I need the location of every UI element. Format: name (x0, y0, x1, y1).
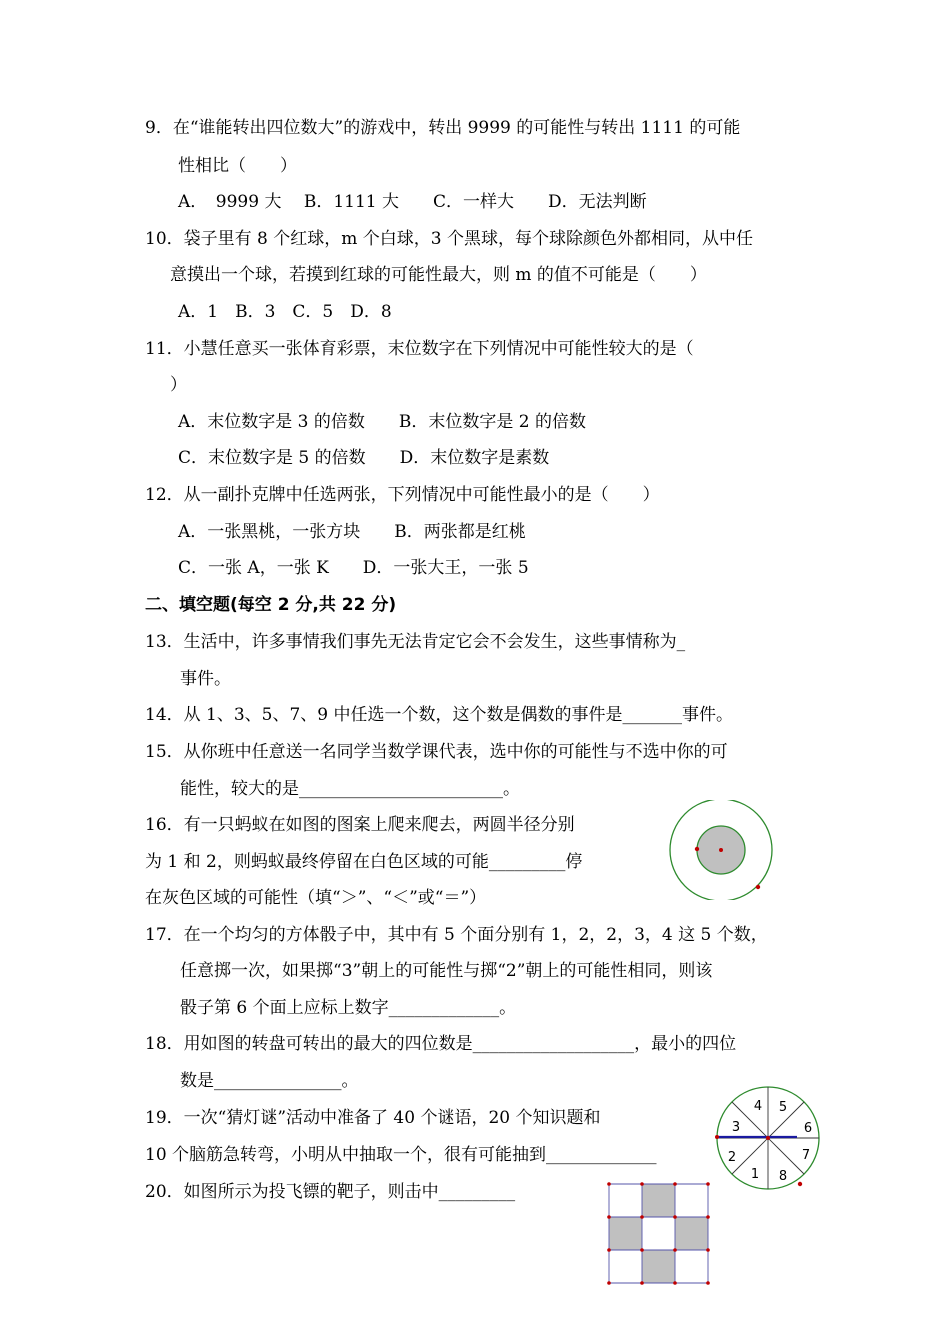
q10-options: A．1 B．3 C．5 D．8 (178, 302, 392, 322)
spinner-figure (712, 1085, 826, 1193)
q14-line1: 14．从 1、3、5、7、9 中任选一个数，这个数是偶数的事件是_______事件。 (145, 705, 734, 725)
q13-line1: 13．生活中，许多事情我们事先无法肯定它会不会发生，这些事情称为_ (145, 632, 686, 652)
q18-line1: 18．用如图的转盘可转出的最大的四位数是___________________，最小的四位 (145, 1034, 737, 1054)
q11-line1: 11．小慧任意买一张体育彩票，末位数字在下列情况中可能性较大的是（ (145, 339, 694, 359)
q19-line1: 19．一次“猜灯谜”活动中准备了 40 个谜语，20 个知识题和 (145, 1108, 601, 1128)
dartboard-grid-figure (604, 1179, 716, 1287)
gray-squares (609, 1184, 708, 1283)
spinner-center (766, 1136, 770, 1140)
q13-line2: 事件。 (180, 669, 231, 689)
q9-options: A． 9999 大 B．1111 大 C．一样大 D．无法判断 (178, 192, 647, 212)
q12-options2: C．一张 A，一张 K D．一张大王，一张 5 (178, 558, 529, 578)
spinner-label: 1 (750, 1167, 760, 1182)
spinner-label: 8 (778, 1169, 788, 1184)
q16-line2: 为 1 和 2，则蚂蚁最终停留在白色区域的可能_________停 (145, 852, 583, 872)
section-heading: 二、填空题(每空 2 分,共 22 分) (145, 595, 397, 615)
q9-line2: 性相比（ ） (178, 156, 297, 176)
q16-line1: 16．有一只蚂蚁在如图的图案上爬来爬去，两圆半径分别 (145, 815, 575, 835)
spinner-label: 3 (731, 1120, 741, 1135)
outer-edge-point (756, 885, 760, 889)
spinner-left-point (715, 1135, 719, 1139)
q17-line3: 骰子第 6 个面上应标上数字_____________。 (180, 998, 517, 1018)
spinner-label: 4 (753, 1099, 763, 1114)
q16-line3: 在灰色区域的可能性（填“＞”、“＜”或“＝”） (145, 888, 487, 908)
spinner-label: 2 (727, 1150, 737, 1165)
q17-line2: 任意掷一次，如果掷“3”朝上的可能性与掷“2”朝上的可能性相同，则该 (180, 961, 713, 981)
spinner-label: 7 (801, 1148, 811, 1163)
q19-line2: 10 个脑筋急转弯，小明从中抽取一个，很有可能抽到_____________ (145, 1145, 657, 1165)
spinner-label: 6 (803, 1121, 813, 1136)
q10-line1: 10．袋子里有 8 个红球，m 个白球，3 个黑球，每个球除颜色外都相同，从中任 (145, 229, 753, 249)
q11-options1: A．末位数字是 3 的倍数 B．末位数字是 2 的倍数 (178, 412, 587, 432)
spinner-label: 5 (778, 1100, 788, 1115)
q20-line1: 20．如图所示为投飞镖的靶子，则击中_________ (145, 1182, 516, 1202)
q11-options2: C．末位数字是 5 的倍数 D．末位数字是素数 (178, 448, 550, 468)
q9-line1: 9．在“谁能转出四位数大”的游戏中，转出 9999 的可能性与转出 1111 的可能 (145, 118, 741, 138)
q15-line2: 能性，较大的是________________________。 (180, 779, 520, 799)
q12-options1: A．一张黑桃，一张方块 B．两张都是红桃 (178, 522, 526, 542)
q12-line1: 12．从一副扑克牌中任选两张，下列情况中可能性最小的是（ ） (145, 485, 660, 505)
spinner-edge-point (798, 1182, 802, 1186)
inner-edge-point (695, 847, 699, 851)
q15-line1: 15．从你班中任意送一名同学当数学课代表，选中你的可能性与不选中你的可 (145, 742, 728, 762)
q18-line2: 数是_______________。 (180, 1071, 359, 1091)
q17-line1: 17．在一个均匀的方体骰子中，其中有 5 个面分别有 1，2，2，3，4 这 5 个数， (145, 925, 768, 945)
q11-line2: ） (170, 375, 187, 395)
center-point (719, 848, 723, 852)
q10-line2: 意摸出一个球，若摸到红球的可能性最大，则 m 的值不可能是（ ） (170, 265, 707, 285)
concentric-circles-figure (665, 800, 780, 900)
